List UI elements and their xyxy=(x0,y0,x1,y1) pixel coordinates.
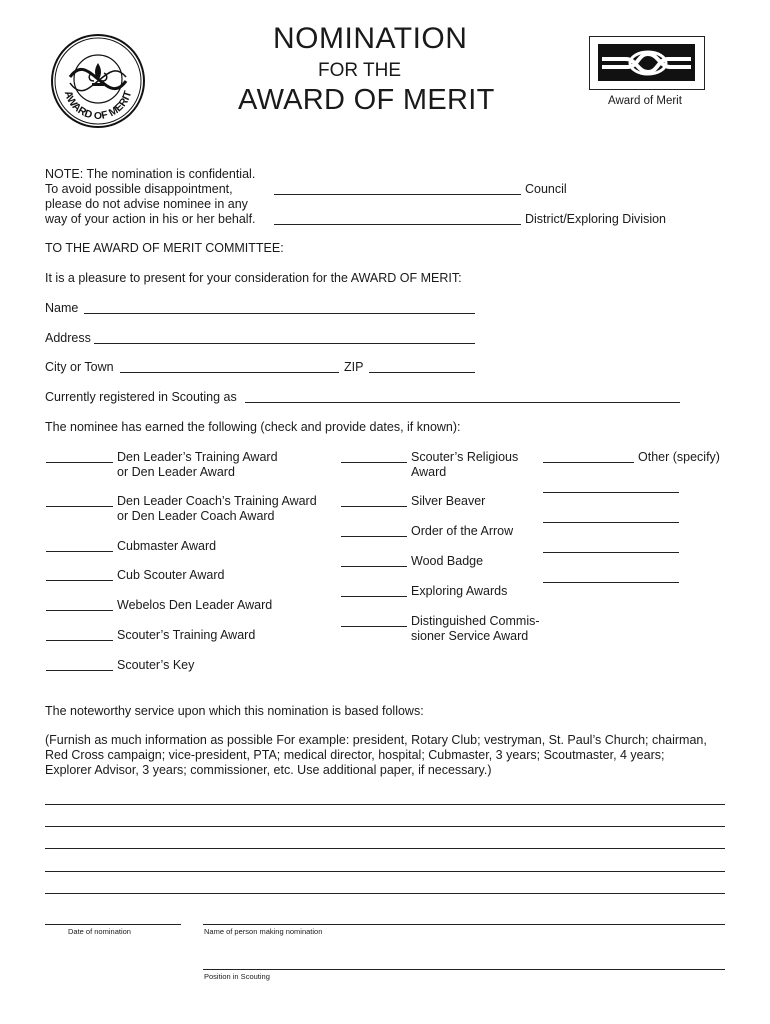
district-input[interactable] xyxy=(274,224,521,225)
service-line-4[interactable] xyxy=(45,871,725,872)
intro-text: It is a pleasure to present for your consideration for the AWARD OF MERIT: xyxy=(45,271,462,285)
religious-award-label-2: Award xyxy=(411,465,447,479)
religious-award-label-1: Scouter’s Religious xyxy=(411,450,519,464)
title-nomination: NOMINATION xyxy=(273,22,468,55)
knot-emblem xyxy=(598,44,695,81)
service-line-5[interactable] xyxy=(45,893,725,894)
scouters-training-label: Scouter’s Training Award xyxy=(117,628,256,642)
cubmaster-award-date[interactable] xyxy=(46,551,113,552)
scouters-key-date[interactable] xyxy=(46,670,113,671)
position-in-scouting-input[interactable] xyxy=(203,969,725,970)
registered-input[interactable] xyxy=(245,402,680,403)
registered-label: Currently registered in Scouting as xyxy=(45,390,237,404)
den-leader-training-label-1: Den Leader’s Training Award xyxy=(117,450,278,464)
religious-award-date[interactable] xyxy=(341,462,407,463)
city-label: City or Town xyxy=(45,360,114,374)
council-label: Council xyxy=(525,182,567,196)
zip-label: ZIP xyxy=(344,360,364,374)
earned-heading: The nominee has earned the following (check and provide dates, if known): xyxy=(45,420,461,434)
other-specify-label: Other (specify) xyxy=(638,450,720,464)
other-award-input-2[interactable] xyxy=(543,492,679,493)
city-input[interactable] xyxy=(120,372,339,373)
commissioner-award-date[interactable] xyxy=(341,626,407,627)
committee-heading: TO THE AWARD OF MERIT COMMITTEE: xyxy=(45,241,284,255)
date-of-nomination-input[interactable] xyxy=(45,924,181,925)
den-leader-training-date[interactable] xyxy=(46,462,113,463)
other-award-input-3[interactable] xyxy=(543,522,679,523)
silver-beaver-label: Silver Beaver xyxy=(411,494,486,508)
date-of-nomination-label: Date of nomination xyxy=(68,927,131,936)
address-input[interactable] xyxy=(94,343,475,344)
commissioner-award-label-1: Distinguished Commis- xyxy=(411,614,540,628)
svg-text:AWARD OF MERIT: AWARD OF MERIT xyxy=(61,89,135,122)
note-line-2: To avoid possible disappointment, xyxy=(45,182,233,196)
exploring-awards-label: Exploring Awards xyxy=(411,584,508,598)
webelos-award-date[interactable] xyxy=(46,610,113,611)
webelos-award-label: Webelos Den Leader Award xyxy=(117,598,273,612)
address-label: Address xyxy=(45,331,91,345)
award-of-merit-seal xyxy=(50,33,146,129)
service-line-2[interactable] xyxy=(45,826,725,827)
wood-badge-date[interactable] xyxy=(341,566,407,567)
service-hint-2: Red Cross campaign; vice-president, PTA; medical director, hospital; Cubmaster, 3 years; Scoutmaster, 4 years; xyxy=(45,748,665,762)
wood-badge-label: Wood Badge xyxy=(411,554,484,568)
other-award-input-4[interactable] xyxy=(543,552,679,553)
name-input[interactable] xyxy=(84,313,475,314)
order-of-arrow-label: Order of the Arrow xyxy=(411,524,514,538)
district-label: District/Exploring Division xyxy=(525,212,667,226)
title-for-the: FOR THE xyxy=(318,60,402,81)
service-line-3[interactable] xyxy=(45,848,725,849)
scouters-key-label: Scouter’s Key xyxy=(117,658,195,672)
council-input[interactable] xyxy=(274,194,521,195)
seal-icon xyxy=(50,33,146,129)
den-leader-coach-label-1: Den Leader Coach’s Training Award xyxy=(117,494,317,508)
knot-emblem-box xyxy=(589,36,705,90)
commissioner-award-label-2: sioner Service Award xyxy=(411,629,529,643)
scouters-training-date[interactable] xyxy=(46,640,113,641)
square-knot-icon xyxy=(598,44,695,81)
note-line-3: please do not advise nominee in any xyxy=(45,197,248,211)
title-award-of-merit: AWARD OF MERIT xyxy=(238,84,495,116)
den-leader-coach-label-2: or Den Leader Coach Award xyxy=(117,509,275,523)
nominator-name-label: Name of person making nomination xyxy=(204,927,323,936)
note-line-4: way of your action in his or her behalf. xyxy=(45,212,256,226)
position-in-scouting-label: Position in Scouting xyxy=(204,972,270,981)
knot-caption: Award of Merit xyxy=(608,95,682,107)
exploring-awards-date[interactable] xyxy=(341,596,407,597)
service-hint-1: (Furnish as much information as possible For example: president, Rotary Club; vestryman, St. Paul’s Church; chairman, xyxy=(45,733,707,747)
cub-scouter-award-date[interactable] xyxy=(46,580,113,581)
service-heading: The noteworthy service upon which this nomination is based follows: xyxy=(45,704,424,718)
cub-scouter-award-label: Cub Scouter Award xyxy=(117,568,225,582)
other-award-input-1[interactable] xyxy=(543,462,634,463)
den-leader-coach-date[interactable] xyxy=(46,506,113,507)
order-of-arrow-date[interactable] xyxy=(341,536,407,537)
zip-input[interactable] xyxy=(369,372,475,373)
nominator-name-input[interactable] xyxy=(203,924,725,925)
other-award-input-5[interactable] xyxy=(543,582,679,583)
den-leader-training-label-2: or Den Leader Award xyxy=(117,465,235,479)
service-hint-3: Explorer Advisor, 3 years; commissioner, etc. Use additional paper, if necessary.) xyxy=(45,763,492,777)
name-label: Name xyxy=(45,301,79,315)
cubmaster-award-label: Cubmaster Award xyxy=(117,539,217,553)
note-line-1: NOTE: The nomination is confidential. xyxy=(45,167,256,181)
silver-beaver-date[interactable] xyxy=(341,506,407,507)
service-line-1[interactable] xyxy=(45,804,725,805)
